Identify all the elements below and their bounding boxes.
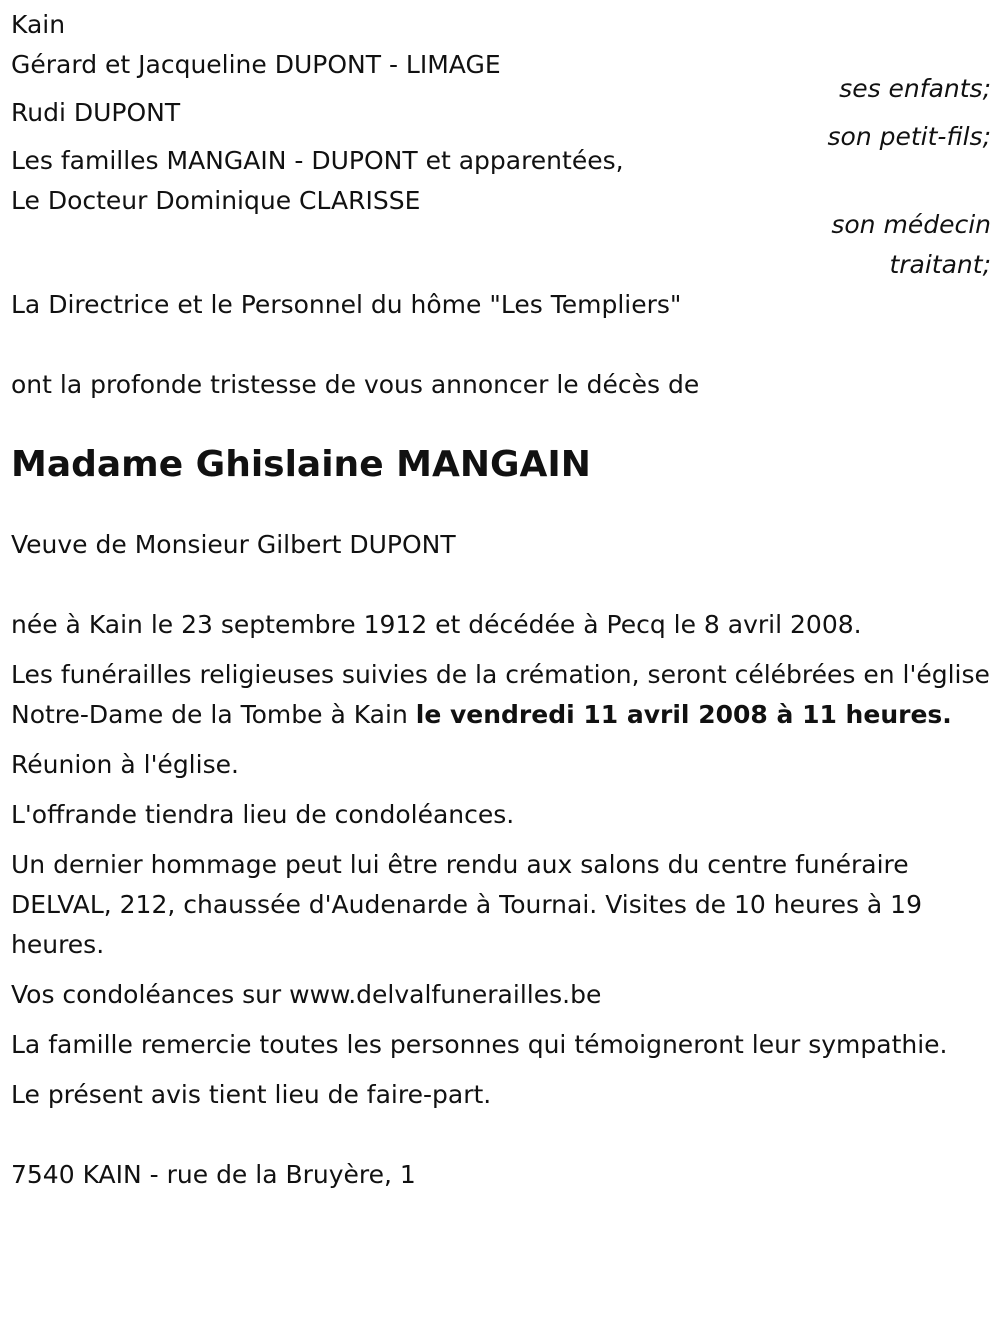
funeral-text: Les funérailles religieuses suivies de la crémation, seront célébrées en l'église Notre-Dame de la Tombe à Kain — [11, 660, 990, 729]
home-staff: La Directrice et le Personnel du hôme "Les Templiers" — [11, 290, 682, 319]
obituary-notice — [11, 5, 991, 1195]
funeral-details — [11, 655, 991, 735]
doctor-name: Le Docteur Dominique CLARISSE — [11, 186, 421, 215]
home-address: 7540 KAIN - rue de la Bruyère, 1 — [11, 1160, 416, 1189]
family-thanks: La famille remercie toutes les personnes qui témoigneront leur sympathie. — [11, 1030, 948, 1059]
deceased-name: Madame Ghislaine MANGAIN — [11, 444, 591, 485]
notice-statement: Le présent avis tient lieu de faire-part. — [11, 1080, 492, 1109]
families-line: Les familles MANGAIN - DUPONT et apparentées, — [11, 146, 624, 175]
doctor-role-continued: traitant; — [889, 250, 991, 279]
grandson-role: son petit-fils; — [827, 122, 991, 151]
children-role: ses enfants; — [839, 74, 991, 103]
meeting-place: Réunion à l'église. — [11, 750, 239, 779]
place-name: Kain — [11, 10, 66, 39]
offering-note: L'offrande tiendra lieu de condoléances. — [11, 800, 515, 829]
grandson-name: Rudi DUPONT — [11, 98, 181, 127]
doctor-role: son médecin — [831, 210, 991, 239]
birth-death-dates: née à Kain le 23 septembre 1912 et décédée à Pecq le 8 avril 2008. — [11, 610, 862, 639]
funeral-date-time: le vendredi 11 avril 2008 à 11 heures. — [415, 700, 952, 729]
announcement-text: ont la profonde tristesse de vous annoncer le décès de — [11, 370, 700, 399]
condolences-website: Vos condoléances sur www.delvalfunerailles.be — [11, 980, 602, 1009]
widow-of: Veuve de Monsieur Gilbert DUPONT — [11, 530, 456, 559]
children-names: Gérard et Jacqueline DUPONT - LIMAGE — [11, 50, 501, 79]
tribute-info: Un dernier hommage peut lui être rendu aux salons du centre funéraire DELVAL, 212, chaussée d'Audenarde à Tournai. Visites de 10 heures à 19 heures. — [11, 850, 922, 959]
